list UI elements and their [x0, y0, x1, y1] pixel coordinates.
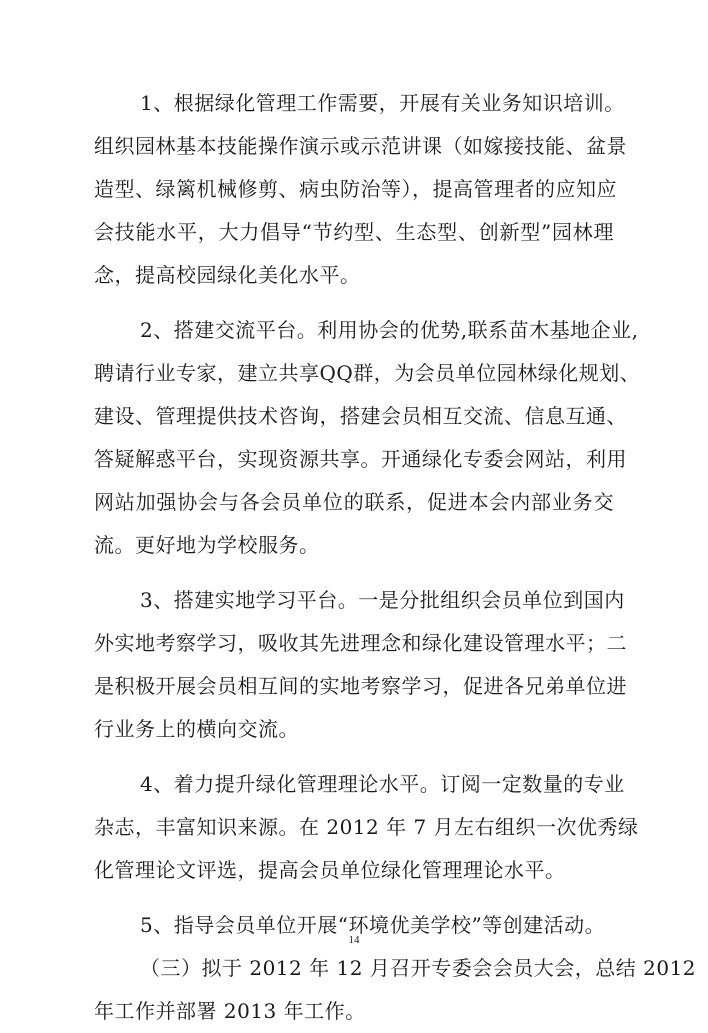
text-line: 流。更好地为学校服务。: [94, 533, 320, 557]
paragraph-spacer: [94, 892, 614, 904]
page-number: 14: [348, 934, 360, 946]
text-line: 2、搭建交流平台。利用协会的优势,联系苗木基地企业,: [140, 318, 639, 342]
text-line: 年工作并部署 2013 年工作。: [94, 999, 366, 1023]
paragraph-spacer: [94, 297, 614, 309]
body-text: [94, 82, 697, 1033]
paragraph-1: [94, 82, 627, 297]
text-line: 组织园林基本技能操作演示或示范讲课（如嫁接技能、盆景: [94, 134, 627, 158]
text-line: （三）拟于 2012 年 12 月召开专委会会员大会，总结 2012: [140, 956, 697, 980]
paragraph-6: [94, 947, 697, 1033]
text-line: 造型、绿篱机械修剪、病虫防治等），提高管理者的应知应: [94, 177, 617, 201]
text-line: 答疑解惑平台，实现资源共享。开通绿化专委会网站，利用: [94, 447, 627, 471]
text-line: 化管理论文评选，提高会员单位绿化管理理论水平。: [94, 858, 566, 882]
text-line: 外实地考察学习，吸收其先进理念和绿化建设管理水平；二: [94, 631, 627, 655]
text-line: 网站加强协会与各会员单位的联系，促进本会内部业务交: [94, 490, 614, 514]
text-line: 4、着力提升绿化管理理论水平。订阅一定数量的专业: [140, 772, 625, 796]
text-line: 聘请行业专家，建立共享QQ群，为会员单位园林绿化规划、: [94, 361, 641, 385]
text-line: 1、根据绿化管理工作需要，开展有关业务知识培训。: [140, 91, 625, 115]
paragraph-2: [94, 309, 641, 567]
text-line: 是积极开展会员相互间的实地考察学习，促进各兄弟单位进: [94, 674, 627, 698]
paragraph-4: [94, 763, 639, 892]
text-line: 建设、管理提供技术咨询，搭建会员相互交流、信息互通、: [94, 404, 627, 428]
text-line: 5、指导会员单位开展“环境优美学校”等创建活动。: [140, 913, 606, 937]
paragraph-3: [94, 579, 627, 751]
paragraph-spacer: [94, 567, 614, 579]
paragraph-spacer: [94, 751, 614, 763]
text-line: 念，提高校园绿化美化水平。: [94, 263, 361, 287]
text-line: 杂志，丰富知识来源。在 2012 年 7 月左右组织一次优秀绿: [94, 815, 639, 839]
text-line: 行业务上的横向交流。: [94, 717, 299, 741]
text-line: 3、搭建实地学习平台。一是分批组织会员单位到国内: [140, 588, 625, 612]
text-line: 会技能水平，大力倡导“节约型、生态型、创新型”园林理: [94, 220, 614, 244]
